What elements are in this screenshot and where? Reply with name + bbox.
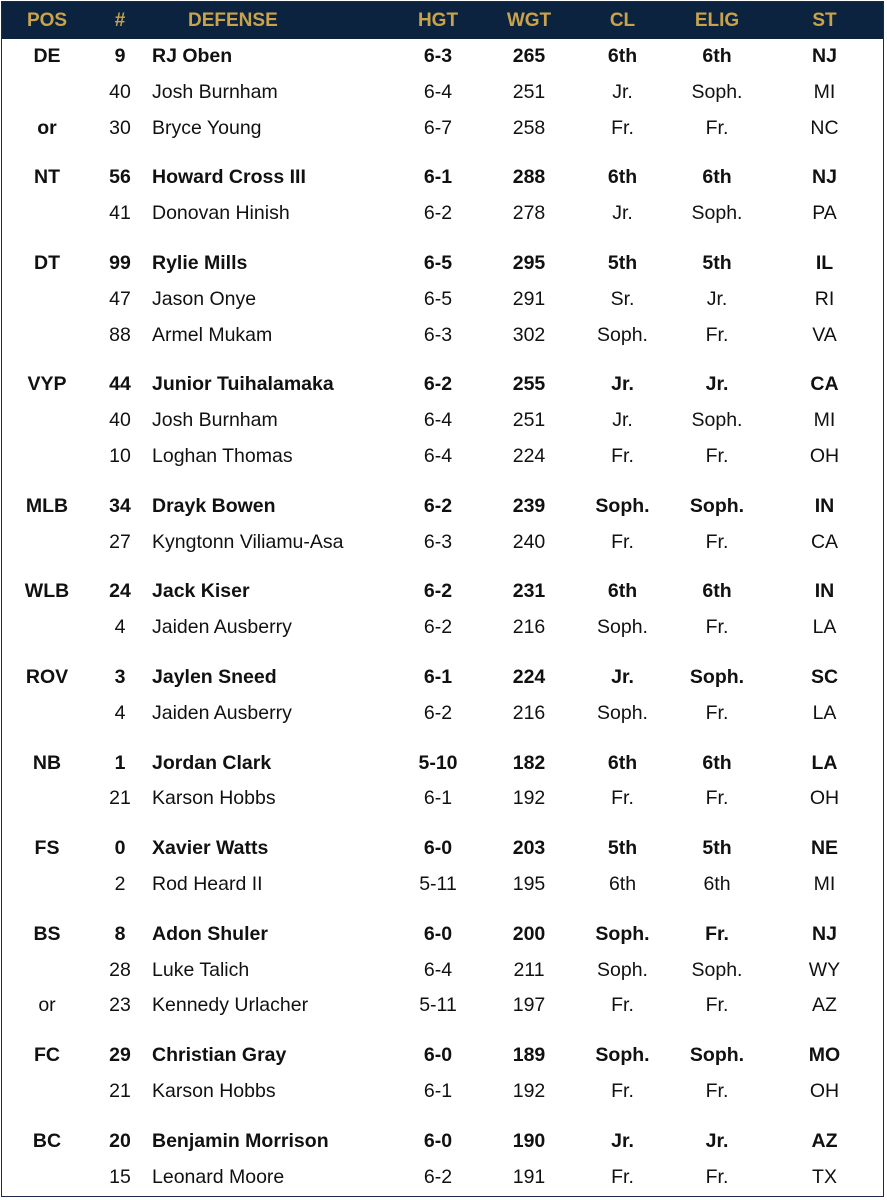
table-row [2,318,884,354]
class-cell: Soph. [595,1044,650,1067]
position-cell: FS [34,837,60,860]
weight-cell: 211 [513,958,545,981]
player-name-cell: Luke Talich [152,958,250,981]
weight-cell: 278 [512,202,546,225]
weight-cell: 302 [512,323,546,346]
jersey-number-cell: 21 [109,1079,131,1102]
state-cell: AZ [811,1129,838,1152]
state-cell: MI [813,872,836,895]
height-cell: 6-1 [423,665,453,688]
weight-cell: 203 [512,837,546,860]
position-cell: NT [34,166,60,189]
weight-cell: 251 [512,80,546,103]
state-cell: WY [808,958,841,981]
player-name-cell: Xavier Watts [152,837,269,860]
weight-cell: 295 [512,251,546,274]
class-cell: 6th [607,45,638,67]
header-defense: DEFENSE [188,10,278,31]
height-cell: 6-0 [423,837,453,860]
class-cell: Fr. [611,787,634,810]
eligibility-cell: Fr. [705,922,729,945]
table-row [2,953,884,989]
jersey-number-cell: 30 [109,116,131,139]
state-cell: OH [809,444,840,467]
jersey-number-cell: 1 [114,751,126,774]
class-cell: Soph. [595,922,650,945]
position-cell [2,196,92,232]
eligibility-cell: Soph. [689,494,745,517]
class-cell: Fr. [611,116,634,139]
eligibility-cell: Soph. [691,202,743,225]
jersey-number-cell: 3 [114,665,126,688]
table-row [2,988,884,1024]
state-cell: NJ [812,166,837,189]
class-cell: Soph. [595,494,650,517]
weight-cell: 251 [512,409,546,432]
eligibility-cell: Fr. [705,530,729,553]
weight-cell: 288 [512,166,546,189]
class-cell: Jr. [612,202,633,225]
height-cell: 6-3 [423,323,453,346]
height-cell: 6-3 [423,45,453,67]
weight-cell: 216 [512,701,546,724]
position-cell [2,1074,92,1110]
jersey-number-cell: 0 [114,837,126,860]
jersey-number-cell: 9 [114,45,126,67]
position-cell [2,403,92,439]
table-row [2,560,884,610]
class-cell: 6th [607,166,638,189]
height-cell: 6-1 [423,1079,453,1102]
player-name-cell: Adon Shuler [152,922,268,945]
class-cell: Soph. [597,323,648,346]
class-cell: 5th [607,837,638,860]
state-cell: OH [809,787,840,810]
header-number: # [114,10,126,31]
eligibility-cell: Soph. [691,958,743,981]
class-cell: Jr. [611,665,634,688]
table-row [2,1160,884,1196]
position-cell: WLB [24,580,70,603]
class-cell: Fr. [611,530,634,553]
state-cell: IN [814,580,835,603]
state-cell: LA [812,701,837,724]
position-cell: BC [32,1129,62,1152]
state-cell: TX [812,1165,837,1188]
eligibility-cell: Fr. [705,323,729,346]
jersey-number-cell: 28 [109,958,131,981]
defense-depth-chart-table [2,2,884,1195]
state-cell: OH [809,1079,840,1102]
position-cell: or [38,994,56,1017]
eligibility-cell: Soph. [689,1044,745,1067]
eligibility-cell: Fr. [705,616,729,639]
weight-cell: 190 [512,1129,546,1152]
eligibility-cell: Fr. [705,701,729,724]
weight-cell: 265 [512,45,546,67]
eligibility-cell: 6th [702,580,732,603]
height-cell: 6-5 [423,251,453,274]
jersey-number-cell: 10 [109,444,131,467]
header-class: CL [609,10,636,31]
player-name-cell: Loghan Thomas [152,444,293,467]
weight-cell: 182 [512,751,546,774]
player-name-cell: Benjamin Morrison [152,1129,329,1152]
state-cell: PA [812,202,837,225]
weight-cell: 200 [512,922,546,945]
eligibility-cell: 6th [702,751,732,774]
jersey-number-cell: 24 [109,580,131,603]
player-name-cell: Josh Burnham [152,409,278,432]
state-cell: MO [808,1044,841,1067]
position-cell: or [37,116,57,139]
player-name-cell: Bryce Young [152,116,262,139]
eligibility-cell: Soph. [689,665,745,688]
player-name-cell: Josh Burnham [152,80,278,103]
jersey-number-cell: 40 [109,409,131,432]
state-cell: CA [810,530,839,553]
position-cell [2,867,92,903]
eligibility-cell: 5th [702,837,732,860]
weight-cell: 195 [512,872,546,895]
weight-cell: 239 [512,494,546,517]
player-name-cell: Karson Hobbs [152,1079,276,1102]
position-cell [2,439,92,475]
jersey-number-cell: 34 [109,494,131,517]
state-cell: NE [810,837,839,860]
position-cell: VYP [27,373,67,396]
table-row [2,903,884,953]
eligibility-cell: Fr. [705,787,729,810]
jersey-number-cell: 2 [114,872,126,895]
eligibility-cell: Jr. [706,287,728,310]
eligibility-cell: Fr. [705,116,729,139]
jersey-number-cell: 8 [114,922,126,945]
weight-cell: 224 [512,444,546,467]
jersey-number-cell: 20 [109,1129,131,1152]
eligibility-cell: Jr. [705,1129,729,1152]
height-cell: 6-2 [423,494,453,517]
jersey-number-cell: 99 [109,251,131,274]
player-name-cell: Karson Hobbs [152,787,276,810]
class-cell: Fr. [611,1165,634,1188]
table-row [2,475,884,525]
player-name-cell: Junior Tuihalamaka [152,373,334,396]
table-row [2,353,884,403]
jersey-number-cell: 44 [109,373,131,396]
weight-cell: 231 [512,580,546,603]
player-name-cell: Kennedy Urlacher [152,994,309,1017]
player-name-cell: Drayk Bowen [152,494,276,517]
eligibility-cell: Fr. [705,444,729,467]
height-cell: 6-2 [423,373,453,396]
header-height: HGT [417,10,459,31]
class-cell: Fr. [611,994,634,1017]
player-name-cell: Jordan Clark [152,751,272,774]
jersey-number-cell: 47 [109,287,131,310]
eligibility-cell: 6th [702,45,732,67]
state-cell: VA [812,323,837,346]
header-state: ST [812,10,837,31]
class-cell: Soph. [597,958,648,981]
state-cell: SC [810,665,839,688]
header-eligibility: ELIG [694,10,740,31]
table-row [2,732,884,782]
state-cell: IN [814,494,835,517]
height-cell: 6-7 [423,116,453,139]
table-row [2,1110,884,1160]
jersey-number-cell: 27 [109,530,131,553]
height-cell: 6-2 [423,701,453,724]
class-cell: Soph. [597,701,648,724]
position-cell [2,696,92,732]
table-row [2,75,884,111]
eligibility-cell: 6th [702,166,732,189]
height-cell: 6-4 [423,958,453,981]
roster-body [2,39,884,1195]
eligibility-cell: Soph. [691,409,743,432]
jersey-number-cell: 41 [109,202,131,225]
height-cell: 6-4 [423,80,453,103]
class-cell: Sr. [610,287,635,310]
state-cell: IL [815,251,834,274]
weight-cell: 189 [512,1044,546,1067]
player-name-cell: Jaylen Sneed [152,665,277,688]
player-name-cell: Howard Cross III [152,166,306,189]
table-row [2,525,884,561]
state-cell: LA [812,616,837,639]
player-name-cell: Jaiden Ausberry [152,616,292,639]
height-cell: 6-0 [423,922,453,945]
player-name-cell: Donovan Hinish [152,202,290,225]
jersey-number-cell: 29 [109,1044,131,1067]
jersey-number-cell: 21 [109,787,131,810]
player-name-cell: RJ Oben [152,45,233,67]
state-cell: MI [813,409,836,432]
jersey-number-cell: 23 [109,994,131,1017]
eligibility-cell: Jr. [705,373,729,396]
height-cell: 6-3 [423,530,453,553]
table-row [2,282,884,318]
weight-cell: 291 [512,287,546,310]
position-cell: DT [34,251,60,274]
table-row [2,39,884,75]
header-weight: WGT [506,10,552,31]
player-name-cell: Kyngtonn Viliamu-Asa [152,530,344,553]
height-cell: 5-11 [419,872,457,895]
height-cell: 5-10 [418,751,458,774]
jersey-number-cell: 4 [114,701,126,724]
table-row [2,646,884,696]
eligibility-cell: Fr. [705,994,729,1017]
position-cell [2,610,92,646]
table-row [2,610,884,646]
position-cell: FC [34,1044,60,1067]
jersey-number-cell: 4 [114,616,126,639]
weight-cell: 197 [512,994,546,1017]
state-cell: AZ [812,994,837,1017]
state-cell: NC [810,116,839,139]
player-name-cell: Jack Kiser [152,580,250,603]
player-name-cell: Jaiden Ausberry [152,701,292,724]
table-row [2,196,884,232]
class-cell: Fr. [611,444,634,467]
weight-cell: 224 [512,665,546,688]
state-cell: MI [813,80,836,103]
header-pos: POS [26,10,68,31]
class-cell: Jr. [611,1129,634,1152]
player-name-cell: Leonard Moore [152,1165,285,1188]
header-row [2,2,884,39]
table-row [2,439,884,475]
table-row [2,1024,884,1074]
table-row [2,146,884,196]
position-cell [2,953,92,989]
table-row [2,867,884,903]
eligibility-cell: 5th [702,251,732,274]
height-cell: 5-11 [419,994,457,1017]
height-cell: 6-4 [423,444,453,467]
position-cell: BS [33,922,61,945]
weight-cell: 240 [512,530,546,553]
jersey-number-cell: 56 [109,166,131,189]
jersey-number-cell: 15 [109,1165,131,1188]
height-cell: 6-4 [423,409,453,432]
player-name-cell: Jason Onye [152,287,257,310]
eligibility-cell: Fr. [705,1165,729,1188]
height-cell: 6-2 [423,202,453,225]
class-cell: 6th [608,872,637,895]
eligibility-cell: Fr. [705,1079,729,1102]
position-cell [2,525,92,561]
jersey-number-cell: 88 [109,323,131,346]
table-row [2,232,884,282]
height-cell: 6-2 [423,1165,453,1188]
player-name-cell: Rylie Mills [152,251,248,274]
class-cell: 5th [607,251,638,274]
class-cell: Jr. [611,373,634,396]
position-cell [2,75,92,111]
class-cell: 6th [607,580,638,603]
state-cell: RI [814,287,835,310]
table-row [2,696,884,732]
height-cell: 6-0 [423,1129,453,1152]
table-row [2,817,884,867]
eligibility-cell: 6th [703,872,731,895]
depth-chart-sheet [1,1,884,1197]
height-cell: 6-2 [423,580,453,603]
weight-cell: 192 [512,787,546,810]
table-row [2,781,884,817]
state-cell: NJ [812,45,837,67]
weight-cell: 216 [512,616,546,639]
jersey-number-cell: 40 [109,80,131,103]
weight-cell: 258 [512,116,546,139]
class-cell: Jr. [612,80,633,103]
player-name-cell: Christian Gray [152,1044,287,1067]
table-row [2,111,884,147]
position-cell [2,282,92,318]
state-cell: LA [811,751,838,774]
position-cell [2,318,92,354]
table-row [2,403,884,439]
position-cell: MLB [25,494,69,517]
player-name-cell: Armel Mukam [152,323,273,346]
position-cell: DE [33,45,61,67]
height-cell: 6-0 [423,1044,453,1067]
height-cell: 6-1 [423,166,453,189]
weight-cell: 255 [512,373,546,396]
table-row [2,1074,884,1110]
player-name-cell: Rod Heard II [152,872,263,895]
height-cell: 6-2 [423,616,453,639]
position-cell: ROV [25,665,69,688]
position-cell [2,1160,92,1196]
height-cell: 6-5 [423,287,453,310]
class-cell: 6th [607,751,638,774]
position-cell: NB [32,751,62,774]
state-cell: CA [810,373,839,396]
class-cell: Soph. [597,616,648,639]
state-cell: NJ [812,922,837,945]
class-cell: Jr. [612,409,633,432]
class-cell: Fr. [611,1079,634,1102]
position-cell [2,781,92,817]
weight-cell: 191 [512,1165,546,1188]
height-cell: 6-1 [423,787,453,810]
eligibility-cell: Soph. [691,80,743,103]
weight-cell: 192 [512,1079,546,1102]
